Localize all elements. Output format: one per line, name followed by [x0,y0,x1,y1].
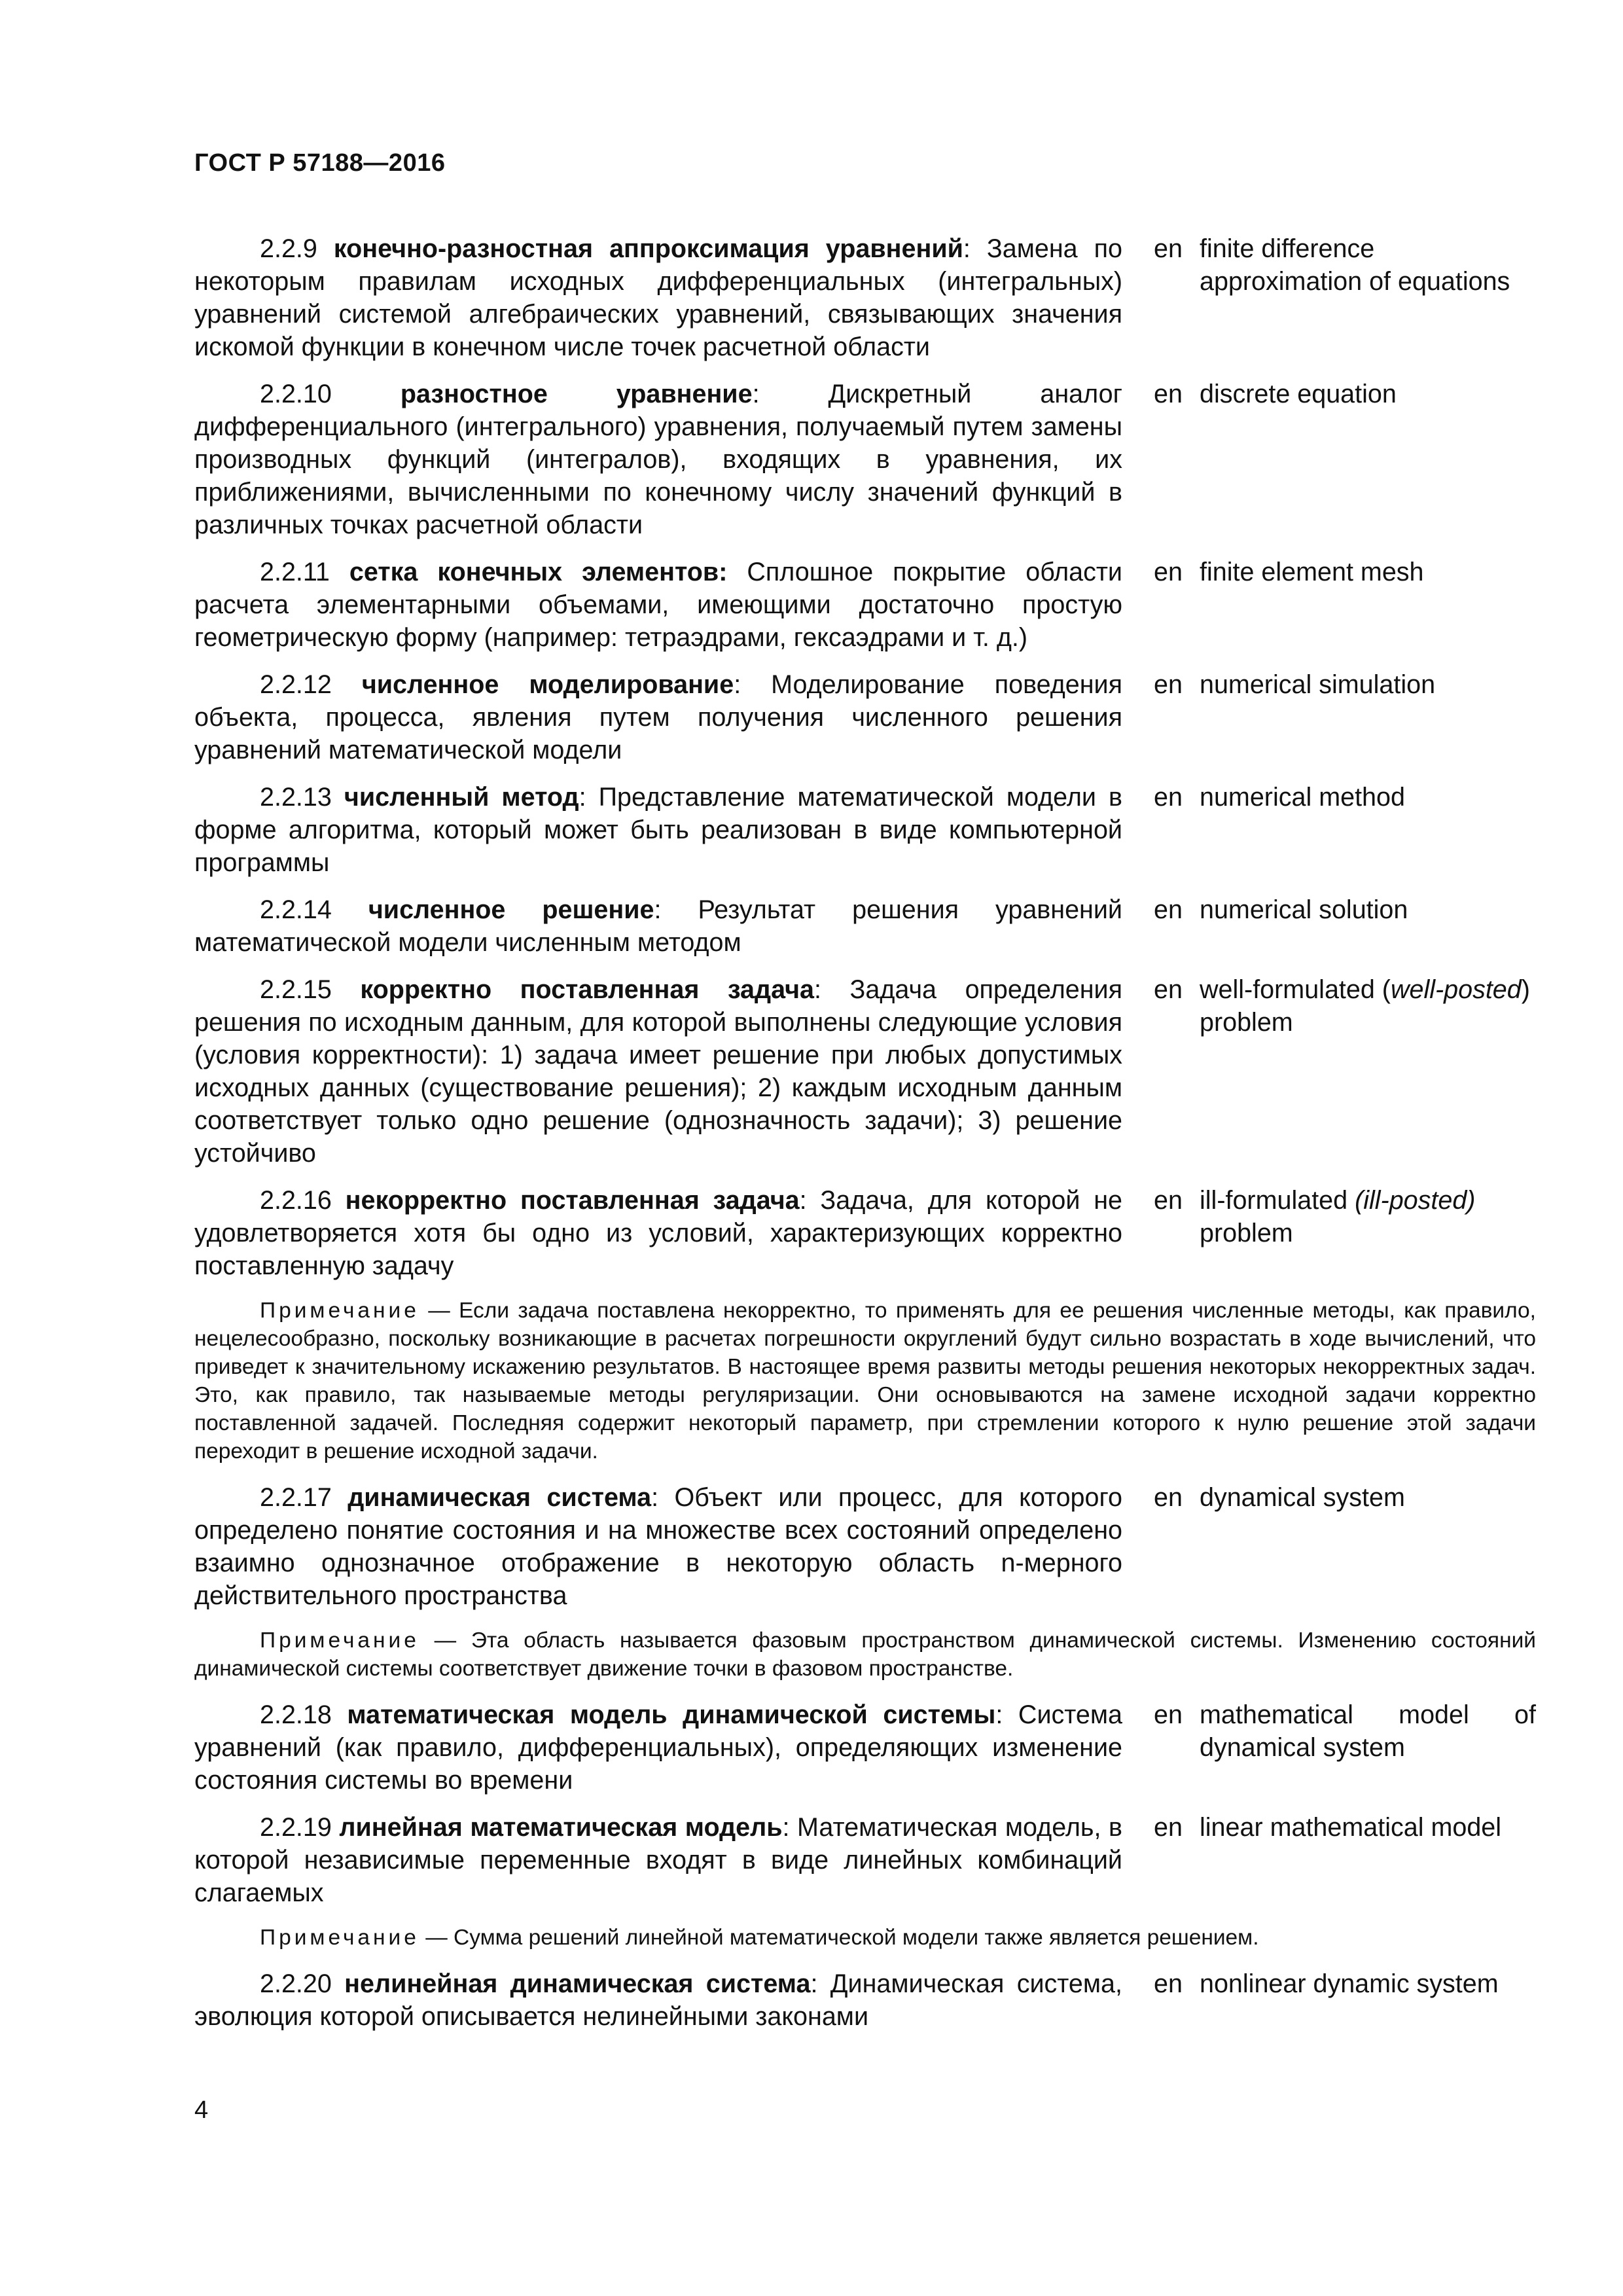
english-equivalent: dynamical system [1200,1483,1405,1512]
english-equivalent: finite element mesh [1200,558,1424,586]
english-italic-text: well-posted [1390,975,1522,1004]
english-text: ) problem [1200,975,1530,1037]
language-code: en [1154,670,1183,699]
term-definition [194,1811,1122,1909]
term-number: 2.2.10 [260,380,332,408]
definition-text: : Результат решения уравнений математической модели численным методом [194,895,1122,957]
language-code: en [1154,1969,1183,1998]
language-code: en [1154,1700,1183,1729]
term-name: конечно-разностная аппроксимация уравнений [333,234,963,263]
term-entry [194,378,1536,541]
term-entry [194,1698,1536,1797]
term-number: 2.2.11 [260,558,330,586]
document-header: ГОСТ Р 57188—2016 [194,149,446,177]
term-definition [194,1481,1122,1612]
note-label: Примечание [260,1628,419,1653]
term-name: некорректно поставленная задача [345,1186,800,1215]
term-number: 2.2.20 [260,1969,332,1998]
term-entry [194,1811,1536,1909]
definition-text: : Замена по некоторым правилам исходных дифференциальных (интегральных) уравнений системой алгебраических уравнений, связывающих значения искомой функции в конечном числе точек расчетной области [194,234,1122,361]
language-code: en [1154,1186,1183,1215]
term-number: 2.2.18 [260,1700,332,1729]
term-name: численное моделирование [361,670,734,699]
language-code: en [1154,234,1183,263]
term-name: линейная математическая модель [339,1813,783,1842]
term-number: 2.2.15 [260,975,332,1004]
definition-text: : Дискретный аналог дифференциального (интегрального) уравнения, получаемый путем замены производных функций (интегралов), входящих в уравнения, их приближениями, вычисленными по конечному числу значений функций в различных точках расчетной области [194,380,1122,539]
term-name: численное решение [368,895,654,924]
language-code: en [1154,895,1183,924]
english-italic-text: (ill-posted) [1355,1186,1476,1215]
page-number: 4 [194,2096,209,2124]
english-equivalent: linear mathematical model [1200,1813,1502,1842]
language-code: en [1154,1813,1183,1842]
term-definition [194,668,1122,766]
term-entry [194,1481,1536,1612]
term-number: 2.2.16 [260,1186,332,1215]
english-text: well-formulated ( [1200,975,1391,1004]
english-equivalent [1200,1184,1536,1249]
note-label: Примечание [260,1299,419,1323]
note-text: — Если задача поставлена некорректно, то применять для ее решения численные методы, как правило, нецелесообразно, поскольку возникающие в расчетах погрешности округлений будут сильно возрастать в ходе вычислений, что приведет к значительному искажению результатов. В настоящее время развиты методы решения некоторых некорректных задач. Это, как правило, так называемые методы регуляризации. Они основываются на замене исходной задачи корректно поставленной задачей. Последняя содержит некоторый параметр, при стремлении которого к нулю решение этой задачи переходит в решение исходной задачи. [194,1299,1536,1463]
english-equivalent: numerical solution [1200,895,1408,924]
term-name: динамическая система [348,1483,652,1512]
english-text: problem [1200,1219,1293,1247]
definition-text: : Задача определения решения по исходным данным, для которой выполнены следующие условия (условия корректности): 1) задача имеет решение при любых допустимых исходных данных (существование решения); 2) каждым исходным данным соответствует только одно решение (однозначность задачи); 3) решение устойчиво [194,975,1122,1168]
definition-text: : Объект или процесс, для которого определено понятие состояния и на множестве всех состояний определено взаимно однозначное отображение в некоторую область n-мерного действительного пространства [194,1483,1122,1610]
language-code: en [1154,380,1183,408]
english-equivalent [1200,973,1536,1039]
term-entry [194,781,1536,879]
english-equivalent: finite difference approximation of equations [1200,234,1510,296]
term-number: 2.2.13 [260,783,332,812]
term-definition [194,1184,1122,1282]
term-number: 2.2.9 [260,234,317,263]
english-equivalent: mathematical model of dynamical system [1200,1700,1536,1762]
term-entry [194,1967,1536,2033]
term-entry [194,668,1536,766]
language-code: en [1154,783,1183,812]
term-definition [194,1967,1122,2033]
definition-text: : Динамическая система, эволюция которой описывается нелинейными законами [194,1969,1122,2031]
term-entry [194,893,1536,959]
term-number: 2.2.19 [260,1813,332,1842]
term-name: сетка конечных элементов: [349,558,728,586]
content [194,232,1536,2047]
term-number: 2.2.14 [260,895,332,924]
english-equivalent: numerical method [1200,783,1405,812]
note-text: — Эта область называется фазовым пространством динамической системы. Изменению состояний динамической системы соответствует движение точки в фазовом пространстве. [194,1628,1536,1681]
definition-text: : Представление математической модели в форме алгоритма, который может быть реализован в виде компьютерной программы [194,783,1122,877]
english-equivalent: nonlinear dynamic system [1200,1969,1499,1998]
note [194,1297,1536,1465]
term-definition [194,781,1122,879]
term-name: разностное уравнение [400,380,753,408]
definition-text: : Математическая модель, в которой независимые переменные входят в виде линейных комбинаций слагаемых [194,1813,1123,1907]
definition-text: : Задача, для которой не удовлетворяется хотя бы одно из условий, характеризующих корректно поставленную задачу [194,1186,1123,1280]
term-definition [194,1698,1122,1797]
term-definition [194,973,1122,1170]
term-definition [194,893,1122,959]
note [194,1924,1536,1952]
term-entry [194,1184,1536,1282]
language-code: en [1154,558,1183,586]
term-definition [194,556,1122,654]
term-name: математическая модель динамической системы [347,1700,996,1729]
term-name: численный метод [344,783,579,812]
definition-text: : Система уравнений (как правило, дифференциальных), определяющих изменение состояния системы во времени [194,1700,1122,1795]
term-number: 2.2.12 [260,670,332,699]
definition-text: : Моделирование поведения объекта, процесса, явления путем получения численного решения уравнений математической модели [194,670,1122,764]
term-name: корректно поставленная задача [360,975,814,1004]
english-equivalent: numerical simulation [1200,670,1436,699]
term-name: нелинейная динамическая система [344,1969,811,1998]
term-entry [194,232,1536,363]
note-text: — Сумма решений линейной математической модели также является решением. [419,1926,1259,1950]
note [194,1626,1536,1683]
term-definition [194,378,1122,541]
english-text: ill-formulated [1200,1186,1355,1215]
note-label: Примечание [260,1926,419,1950]
english-equivalent: discrete equation [1200,380,1397,408]
term-definition [194,232,1122,363]
language-code: en [1154,1483,1183,1512]
term-number: 2.2.17 [260,1483,332,1512]
term-entry [194,973,1536,1170]
language-code: en [1154,975,1183,1004]
term-entry [194,556,1536,654]
definition-text: Сплошное покрытие области расчета элементарными объемами, имеющими достаточно простую геометрическую форму (например: тетраэдрами, гексаэдрами и т. д.) [194,558,1122,652]
